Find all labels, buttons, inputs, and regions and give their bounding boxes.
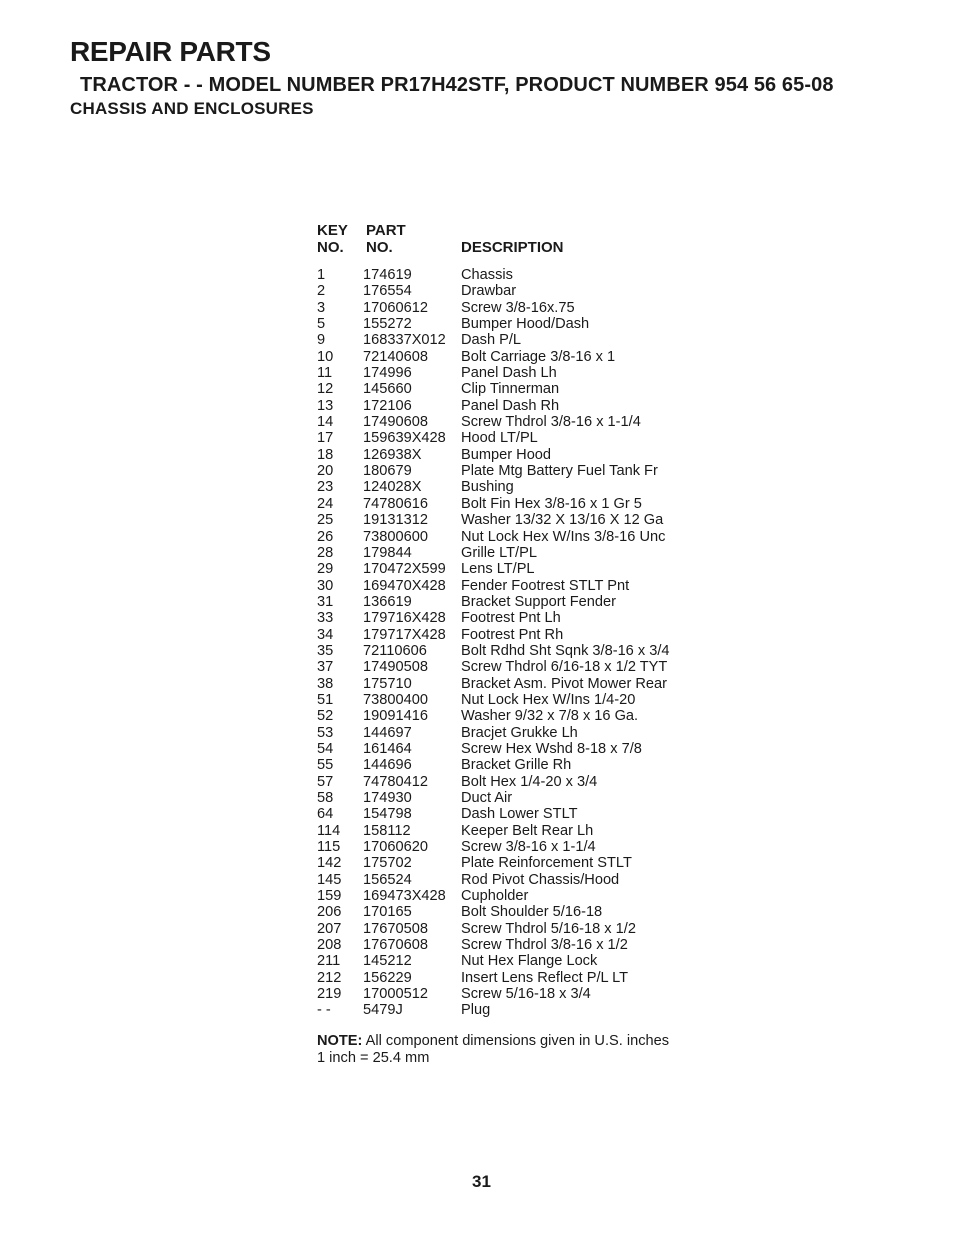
table-row	[317, 839, 737, 855]
description-cell: Bolt Hex 1/4-20 x 3/4	[461, 773, 598, 790]
table-row	[317, 463, 737, 479]
key-no-cell: 207	[317, 920, 342, 937]
part-no-cell: 17670508	[363, 920, 428, 937]
part-no-cell: 17060620	[363, 839, 428, 856]
table-row	[317, 921, 737, 937]
key-no-cell: 30	[317, 577, 334, 594]
description-cell: Fender Footrest STLT Pnt	[461, 577, 630, 594]
key-no-cell: 1	[317, 267, 326, 283]
table-row	[317, 790, 737, 806]
description-cell: Bumper Hood	[461, 446, 552, 463]
description-cell: Bracjet Grukke Lh	[461, 724, 578, 741]
key-no-cell: 31	[317, 593, 334, 610]
description-cell: Hood LT/PL	[461, 430, 538, 447]
part-no-cell: 156524	[363, 871, 412, 888]
table-row	[317, 267, 737, 283]
parts-table-header	[317, 222, 737, 258]
description-cell: Clip Tinnerman	[461, 381, 560, 398]
key-no-cell: 212	[317, 969, 342, 986]
key-no-cell: 23	[317, 479, 334, 496]
key-no-cell: 24	[317, 495, 334, 512]
table-row	[317, 953, 737, 969]
key-no-cell: 57	[317, 773, 334, 790]
key-no-cell: 12	[317, 381, 334, 398]
description-cell: Screw 3/8-16x.75	[461, 299, 575, 316]
part-no-cell: 174930	[363, 790, 412, 806]
key-no-cell: 206	[317, 904, 342, 921]
table-row	[317, 332, 737, 348]
description-cell: Bolt Shoulder 5/16-18	[461, 904, 603, 921]
table-row	[317, 708, 737, 724]
description-cell: Dash Lower STLT	[461, 806, 578, 823]
key-no-cell: 219	[317, 986, 342, 1003]
table-row	[317, 741, 737, 757]
part-no-cell: 17000512	[363, 986, 428, 1003]
parts-list	[317, 267, 737, 1019]
key-no-cell: 10	[317, 348, 334, 365]
key-no-cell: 17	[317, 430, 334, 447]
table-row	[317, 430, 737, 446]
part-no-cell: 159639X428	[363, 430, 446, 447]
table-row	[317, 643, 737, 659]
table-row	[317, 365, 737, 381]
part-no-cell: 175710	[363, 675, 412, 692]
part-no-cell: 17060612	[363, 299, 428, 316]
key-no-cell: 9	[317, 332, 326, 349]
key-no-cell: 13	[317, 397, 334, 414]
table-row	[317, 692, 737, 708]
description-cell: Screw Thdrol 6/16-18 x 1/2 TYT	[461, 659, 668, 676]
description-cell: Nut Lock Hex W/Ins 3/8-16 Unc	[461, 528, 666, 545]
part-no-cell: 174996	[363, 365, 412, 382]
part-no-cell: 174619	[363, 267, 412, 283]
key-no-cell: 55	[317, 757, 334, 774]
description-cell: Rod Pivot Chassis/Hood	[461, 871, 620, 888]
key-no-cell: - -	[317, 1002, 331, 1019]
key-no-cell: 14	[317, 414, 334, 431]
key-no-cell: 26	[317, 528, 334, 545]
part-no-cell: 155272	[363, 316, 412, 333]
part-no-cell: 145660	[363, 381, 412, 398]
part-no-cell: 179716X428	[363, 610, 446, 627]
table-row	[317, 888, 737, 904]
description-cell: Nut Lock Hex W/Ins 1/4-20	[461, 691, 636, 708]
description-cell: Bolt Carriage 3/8-16 x 1	[461, 348, 616, 365]
part-no-cell: 19131312	[363, 512, 428, 529]
description-cell: Bumper Hood/Dash	[461, 316, 590, 333]
part-no-cell: 72140608	[363, 348, 428, 365]
table-row	[317, 676, 737, 692]
section-title: CHASSIS AND ENCLOSURES	[70, 99, 314, 118]
description-cell: Bushing	[461, 479, 514, 496]
page-title: REPAIR PARTS	[70, 36, 271, 67]
description-cell: Panel Dash Lh	[461, 365, 557, 382]
part-no-cell: 169473X428	[363, 888, 446, 905]
description-cell: Plate Mtg Battery Fuel Tank Fr	[461, 463, 658, 480]
key-no-cell: 20	[317, 463, 334, 480]
table-row	[317, 594, 737, 610]
table-row	[317, 970, 737, 986]
table-row	[317, 529, 737, 545]
table-row	[317, 398, 737, 414]
table-row	[317, 855, 737, 871]
table-row	[317, 512, 737, 528]
table-row	[317, 349, 737, 365]
description-cell: Screw Hex Wshd 8-18 x 7/8	[461, 740, 642, 757]
key-no-cell: 34	[317, 626, 334, 643]
description-header: DESCRIPTION	[461, 239, 564, 256]
page-number: 31	[472, 1172, 491, 1191]
key-no-cell: 64	[317, 806, 334, 823]
table-row	[317, 1002, 737, 1018]
key-no-cell: 115	[317, 839, 341, 856]
description-cell: Footrest Pnt Lh	[461, 610, 561, 627]
table-row	[317, 725, 737, 741]
part-no-cell: 72110606	[363, 642, 427, 659]
part-no-cell: 170472X599	[363, 561, 446, 578]
key-no-cell: 38	[317, 675, 334, 692]
parts-table	[317, 222, 737, 1019]
description-cell: Washer 9/32 x 7/8 x 16 Ga.	[461, 708, 639, 725]
table-row	[317, 283, 737, 299]
part-no-header: PART NO.	[366, 222, 406, 256]
key-no-cell: 114	[317, 822, 341, 839]
key-no-cell: 54	[317, 740, 334, 757]
part-no-cell: 176554	[363, 283, 412, 300]
part-no-cell: 179717X428	[363, 626, 446, 643]
description-cell: Screw Thdrol 3/8-16 x 1/2	[461, 937, 628, 954]
description-cell: Dash P/L	[461, 332, 522, 349]
table-row	[317, 316, 737, 332]
part-no-cell: 168337X012	[363, 332, 446, 349]
description-cell: Grille LT/PL	[461, 544, 537, 561]
description-cell: Bolt Fin Hex 3/8-16 x 1 Gr 5	[461, 495, 642, 512]
table-row	[317, 381, 737, 397]
description-cell: Footrest Pnt Rh	[461, 626, 564, 643]
table-row	[317, 659, 737, 675]
key-no-cell: 159	[317, 888, 342, 905]
key-no-cell: 145	[317, 871, 342, 888]
description-cell: Bracket Support Fender	[461, 593, 616, 610]
description-cell: Chassis	[461, 267, 513, 283]
description-cell: Plate Reinforcement STLT	[461, 855, 632, 872]
description-cell: Insert Lens Reflect P/L LT	[461, 969, 629, 986]
key-no-cell: 51	[317, 691, 334, 708]
key-no-cell: 2	[317, 283, 326, 300]
key-no-cell: 5	[317, 316, 326, 333]
key-no-cell: 58	[317, 790, 334, 806]
part-no-cell: 158112	[363, 822, 411, 839]
note-text: All component dimensions given in U.S. inches	[365, 1033, 670, 1049]
table-row	[317, 496, 737, 512]
table-row	[317, 627, 737, 643]
part-no-cell: 73800600	[363, 528, 428, 545]
description-cell: Drawbar	[461, 283, 517, 300]
table-row	[317, 774, 737, 790]
description-cell: Duct Air	[461, 790, 513, 806]
table-row	[317, 610, 737, 626]
key-no-cell: 35	[317, 642, 334, 659]
part-no-cell: 17490608	[363, 414, 428, 431]
part-no-cell: 170165	[363, 904, 412, 921]
part-no-cell: 145212	[363, 953, 412, 970]
key-no-cell: 11	[317, 365, 333, 382]
part-no-cell: 19091416	[363, 708, 428, 725]
description-cell: Cupholder	[461, 888, 529, 905]
part-no-cell: 175702	[363, 855, 412, 872]
model-number-line: TRACTOR - - MODEL NUMBER PR17H42STF, PRODUCT NUMBER 954 56 65-08	[80, 74, 834, 96]
key-no-header: KEY NO.	[317, 222, 348, 256]
table-row	[317, 545, 737, 561]
table-row	[317, 937, 737, 953]
part-no-cell: 126938X	[363, 446, 422, 463]
table-row	[317, 872, 737, 888]
key-no-cell: 142	[317, 855, 342, 872]
note-conversion: 1 inch = 25.4 mm	[317, 1049, 430, 1066]
key-no-cell: 18	[317, 446, 334, 463]
part-no-cell: 17490508	[363, 659, 428, 676]
table-row	[317, 447, 737, 463]
description-cell: Lens LT/PL	[461, 561, 535, 578]
description-cell: Screw 5/16-18 x 3/4	[461, 986, 591, 1003]
part-no-cell: 74780616	[363, 495, 428, 512]
part-no-cell: 180679	[363, 463, 412, 480]
description-cell: Nut Hex Flange Lock	[461, 953, 598, 970]
description-cell: Plug	[461, 1002, 491, 1019]
key-no-cell: 53	[317, 724, 334, 741]
key-no-cell: 208	[317, 937, 342, 954]
part-no-cell: 73800400	[363, 691, 428, 708]
part-no-cell: 74780412	[363, 773, 428, 790]
note-label: NOTE:	[317, 1033, 363, 1049]
part-no-cell: 144697	[363, 724, 412, 741]
part-no-cell: 144696	[363, 757, 412, 774]
part-no-cell: 161464	[363, 740, 412, 757]
description-cell: Screw Thdrol 3/8-16 x 1-1/4	[461, 414, 641, 431]
key-no-cell: 33	[317, 610, 334, 627]
table-row	[317, 300, 737, 316]
table-row	[317, 904, 737, 920]
description-cell: Screw 3/8-16 x 1-1/4	[461, 839, 596, 856]
dimension-note	[317, 1033, 669, 1066]
key-no-cell: 3	[317, 299, 326, 316]
description-cell: Keeper Belt Rear Lh	[461, 822, 594, 839]
description-cell: Bracket Grille Rh	[461, 757, 572, 774]
table-row	[317, 757, 737, 773]
key-no-cell: 28	[317, 544, 334, 561]
key-no-cell: 29	[317, 561, 334, 578]
part-no-cell: 17670608	[363, 937, 428, 954]
key-no-cell: 211	[317, 953, 341, 970]
description-cell: Bolt Rdhd Sht Sqnk 3/8-16 x 3/4	[461, 642, 670, 659]
part-no-cell: 154798	[363, 806, 412, 823]
part-no-cell: 172106	[363, 397, 412, 414]
table-row	[317, 823, 737, 839]
description-cell: Washer 13/32 X 13/16 X 12 Ga	[461, 512, 664, 529]
table-row	[317, 578, 737, 594]
key-no-cell: 52	[317, 708, 334, 725]
table-row	[317, 561, 737, 577]
table-row	[317, 986, 737, 1002]
key-no-cell: 25	[317, 512, 334, 529]
description-cell: Bracket Asm. Pivot Mower Rear	[461, 675, 667, 692]
description-cell: Screw Thdrol 5/16-18 x 1/2	[461, 920, 636, 937]
part-no-cell: 5479J	[363, 1002, 403, 1019]
part-no-cell: 169470X428	[363, 577, 446, 594]
table-row	[317, 479, 737, 495]
description-cell: Panel Dash Rh	[461, 397, 560, 414]
table-row	[317, 414, 737, 430]
key-no-cell: 37	[317, 659, 334, 676]
part-no-cell: 124028X	[363, 479, 422, 496]
table-row	[317, 806, 737, 822]
part-no-cell: 136619	[363, 593, 412, 610]
part-no-cell: 179844	[363, 544, 412, 561]
part-no-cell: 156229	[363, 969, 412, 986]
